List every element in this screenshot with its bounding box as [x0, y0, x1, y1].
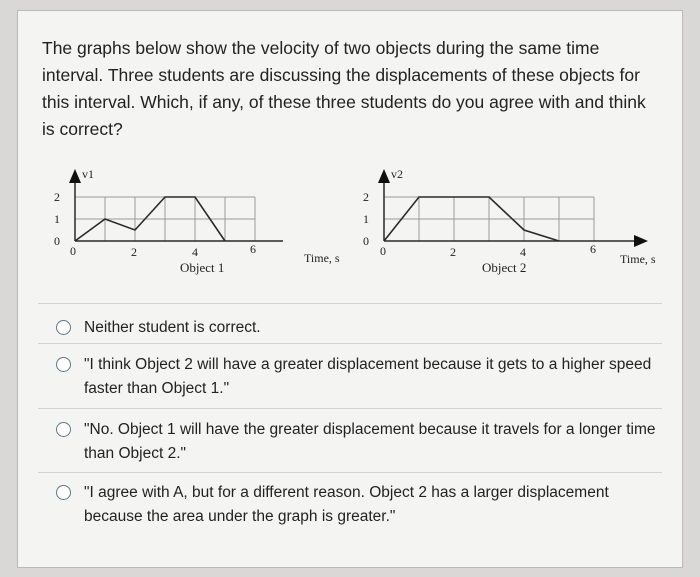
- divider: [38, 303, 662, 304]
- y-axis-arrow: [378, 169, 390, 183]
- x-tick-label: 0: [70, 244, 76, 258]
- option-label: "No. Object 1 will have the greater displacement because it travels for a longer time than Object 2.": [84, 421, 656, 462]
- y-tick-label: 1: [363, 212, 369, 226]
- graph-caption: Object 2: [482, 260, 527, 275]
- y-axis-label: v1: [82, 167, 94, 181]
- x-tick-label: 4: [192, 245, 198, 259]
- answer-option-2[interactable]: [56, 353, 656, 401]
- radio-button[interactable]: [56, 320, 71, 335]
- x-axis-label: Time, s: [620, 252, 656, 266]
- y-tick-label: 0: [363, 234, 369, 248]
- y-tick-label: 0: [54, 234, 60, 248]
- y-tick-label: 2: [363, 190, 369, 204]
- graph-caption: Object 1: [180, 260, 225, 275]
- question-card: [17, 10, 683, 568]
- x-axis-label: Time, s: [304, 251, 340, 265]
- y-axis-label: v2: [391, 167, 403, 181]
- option-label: "I think Object 2 will have a greater displacement because it gets to a higher speed faster than Object 1.": [84, 356, 652, 397]
- question-text: The graphs below show the velocity of two objects during the same time interval. Three students are discussing the displacements of these objects for this interval. Which, if any, of these three students do you agree with and think is correct?: [42, 38, 646, 139]
- y-axis-arrow: [69, 169, 81, 183]
- answer-option-4[interactable]: [56, 481, 656, 529]
- y-tick-label: 2: [54, 190, 60, 204]
- x-tick-label: 6: [590, 242, 596, 256]
- option-label: Neither student is correct.: [84, 319, 261, 336]
- x-tick-label: 6: [250, 242, 256, 256]
- radio-button[interactable]: [56, 422, 71, 437]
- radio-button[interactable]: [56, 357, 71, 372]
- answer-option-1[interactable]: [56, 316, 656, 340]
- answer-option-3[interactable]: [56, 418, 656, 466]
- divider: [38, 343, 662, 344]
- velocity-graph-object-2: [358, 159, 678, 279]
- x-tick-label: 4: [520, 245, 526, 259]
- y-tick-label: 1: [54, 212, 60, 226]
- option-label: "I agree with A, but for a different reason. Object 2 has a larger displacement because the area under the graph is greater.": [84, 484, 609, 525]
- x-tick-label: 2: [131, 245, 137, 259]
- velocity-graph-object-1: [48, 159, 368, 279]
- radio-button[interactable]: [56, 485, 71, 500]
- divider: [38, 472, 662, 473]
- divider: [38, 408, 662, 409]
- x-axis-arrow: [634, 235, 648, 247]
- x-tick-label: 2: [450, 245, 456, 259]
- x-tick-label: 0: [380, 244, 386, 258]
